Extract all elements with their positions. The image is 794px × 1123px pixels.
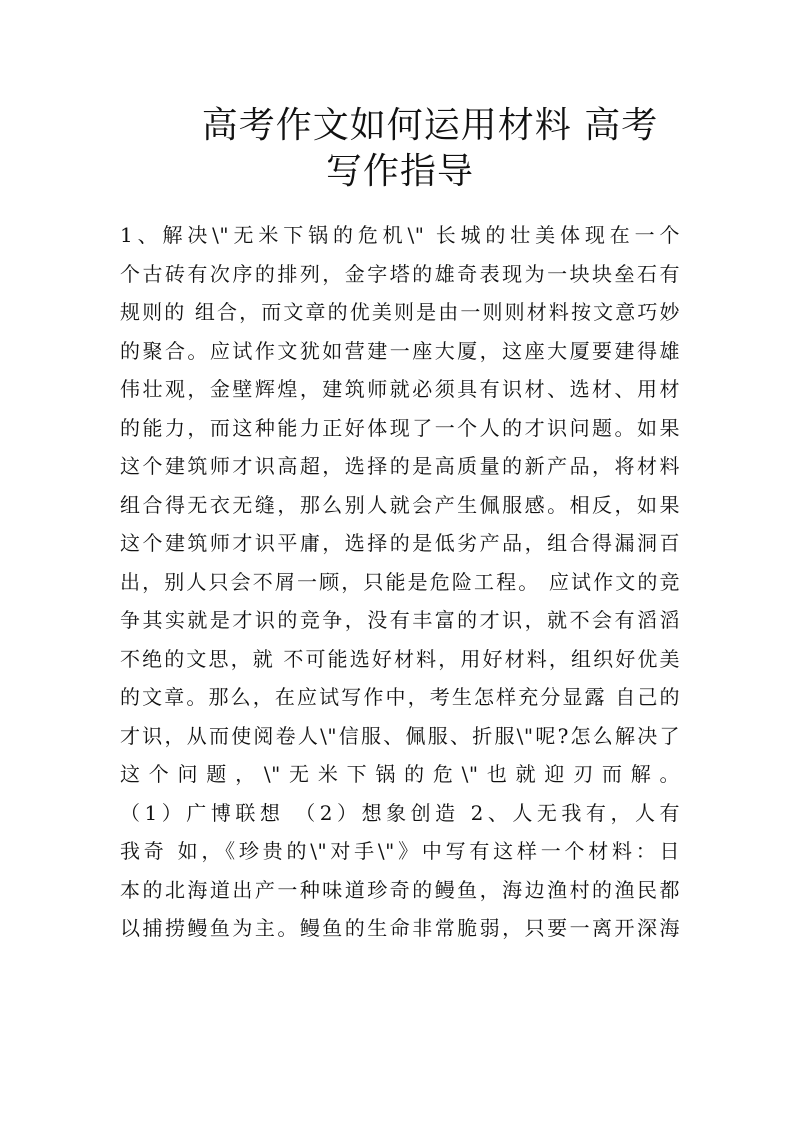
body-line: 规则的 组合，而文章的优美则是由一则则材料按文意巧妙 [120, 300, 680, 324]
body-line: 的聚合。应试作文犹如营建一座大厦，这座大厦要建得雄 [120, 338, 680, 363]
document-title-line-1: 高考作文如何运用材料 高考 [201, 105, 659, 146]
body-line: 本的北海道出产一种味道珍奇的鳗鱼，海边渔村的渔民都 [120, 877, 680, 902]
body-line: 这个建筑师才识高超，选择的是高质量的新产品，将材料 [120, 454, 680, 478]
document-body [120, 216, 680, 948]
body-line: 才识，从而使阅卷人\"信服、佩服、折服\"呢?怎么解决了 [120, 723, 680, 748]
body-line: 伟壮观，金壁辉煌，建筑师就必须具有识材、选材、用材 [120, 377, 680, 401]
body-line: 的文章。那么，在应试写作中，考生怎样充分显露 自己的 [120, 685, 680, 709]
body-line: 我奇 如，《珍贵的\"对手\"》中写有这样一个材料：日 [120, 839, 680, 863]
body-line: （1）广博联想 （2）想象创造 2、人无我有，人有 [120, 800, 680, 825]
body-line: 组合得无衣无缝，那么别人就会产生佩服感。相反，如果 [120, 492, 680, 517]
body-line: 个古砖有次序的排列，金字塔的雄奇表现为一块块垒石有 [120, 261, 680, 286]
document-title-line-2: 写作指导 [325, 151, 474, 192]
body-line: 以捕捞鳗鱼为主。鳗鱼的生命非常脆弱，只要一离开深海 [120, 916, 680, 940]
body-line: 出，别人只会不屑一顾，只能是危险工程。 应试作文的竞 [120, 569, 680, 594]
body-line: 这个建筑师才识平庸，选择的是低劣产品，组合得漏洞百 [120, 531, 680, 555]
body-line: 这个问题，\"无米下锅的危\"也就迎刃而解。 [120, 762, 680, 786]
body-line: 1、解决\"无米下锅的危机\" 长城的壮美体现在一个 [120, 223, 680, 247]
body-line: 不绝的文思，就 不可能选好材料，用好材料，组织好优美 [120, 646, 680, 671]
body-line: 的能力，而这种能力正好体现了一个人的才识问题。如果 [120, 415, 680, 440]
body-line: 争其实就是才识的竞争，没有丰富的才识，就不会有滔滔 [120, 608, 680, 632]
